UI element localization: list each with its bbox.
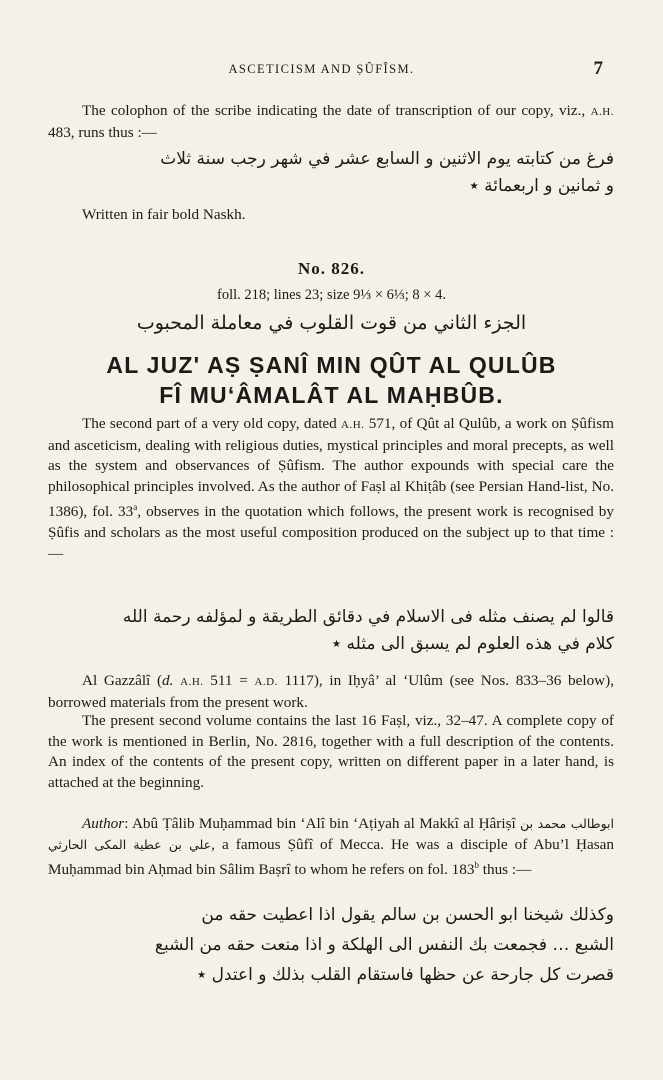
title-line: FÎ MU‘ÂMALÂT AL MAḤBÛB.: [159, 382, 504, 408]
folio-info: foll. 218; lines 23; size 9⅓ × 6⅓; 8 × 4.: [216, 287, 446, 303]
description-text: 571, of Qût al Qulûb, a work on Ṣûfism and asceticism, dealing with religious duties, mystical principles and moral precepts, as well as the system and observances of Ṣûfism. The author expounds with special care the philosophical principles involved. As the author of Faṣl al Khiṭâb (see Persian Hand-list, No. 1386), fol. 33: [48, 415, 614, 521]
ah-abbrev: A.H.: [590, 106, 614, 118]
paragraph-text: 511 =: [203, 672, 255, 689]
colophon-arabic: [48, 146, 614, 200]
author-text: , a famous Ṣûfî of Mecca. He was a disciple of Abu’l Ḥasan Muḥammad bin Aḥmad bin Sâlim Baṣrî to whom he refers on fol. 183: [48, 835, 614, 879]
died-abbrev: d.: [162, 672, 174, 689]
ah-abbrev: A.H.: [341, 419, 365, 431]
arabic-final-line: الشبع … فجمعت بك النفس الى الهلكة و اذا منعت حقه من الشبع: [154, 935, 614, 955]
running-title: ASCETICISM AND ṢÛFÎSM.: [228, 62, 415, 76]
colophon-arabic-line: فرغ من كتابته يوم الاثنين و السابع عشر في شهر رجب سنة ثلاث: [160, 149, 614, 169]
author-label: Author: [82, 815, 125, 832]
volume-paragraph: The present second volume contains the last 16 Faṣl, viz., 32–47. A complete copy of the work is mentioned in Berlin, No. 2816, together with a full description of the contents. An index of the contents of the present copy, written on different paper in a later hand, is attached at the beginning.: [48, 712, 614, 791]
arabic-quote-line: قالوا لم يصنف مثله فی الاسلام في دقائق الطريقة و لمؤلفه رحمة الله: [122, 607, 614, 627]
superscript: b: [474, 860, 479, 871]
paragraph-text: 1117), in Iḥyâ’ al ‘Ulûm (see Nos. 833–36 below), borrowed materials from the present work.: [48, 672, 614, 711]
description-text: The second part of a very old copy, dated: [82, 415, 342, 432]
ad-abbrev: A.D.: [254, 676, 278, 688]
title-line: AL JUZ' AṢ ṢANÎ MIN QÛT AL QULÛB: [106, 352, 557, 378]
running-head: [40, 58, 603, 84]
colophon-intro-text-end: 483, runs thus :—: [48, 123, 157, 141]
author-text: : Abû Ṭâlib Muḥammad bin ‘Alî bin ‘Aṭiyah al Makkî al Ḥâriṣî: [124, 815, 521, 832]
description-paragraph: [48, 414, 614, 564]
ah-abbrev: A.H.: [180, 676, 204, 688]
colophon-intro: [48, 101, 614, 143]
author-arabic-name: ابوطالب محمد بن علي بن عطية المكی الحارثي: [48, 816, 614, 852]
gazzali-paragraph: [48, 671, 614, 713]
colophon-arabic-line: و ثمانين و اربعمائة ٭: [469, 176, 614, 196]
arabic-final-line: قصرت كل جارحة عن حظها فاستقام القلب بذلك و اعتدل ٭: [196, 965, 614, 985]
arabic-title: الجزء الثاني من قوت القلوب في معاملة المحبوب: [136, 312, 527, 334]
description-text: , observes in the quotation which follows, the present work is recognised by Ṣûfis and scholars as the most useful composition produced on the subject up to that time :—: [48, 503, 614, 562]
script-note: Written in fair bold Naskh.: [82, 206, 246, 223]
arabic-final-line: وكذلك شيخنا ابو الحسن بن سالم يقول اذا اعطيت حقه من: [201, 905, 614, 925]
title-block: [40, 350, 623, 410]
colophon-intro-text: The colophon of the scribe indicating the date of transcription of our copy, viz.,: [82, 102, 591, 119]
paragraph-text: Al Gazzâlî (: [82, 672, 163, 689]
page-number: 7: [593, 58, 603, 79]
author-paragraph: [48, 814, 614, 881]
arabic-final-quote: [48, 900, 614, 990]
author-text: thus :—: [478, 861, 532, 879]
arabic-quote-line: كلام في هذه العلوم لم يسبق الى مثله ٭: [331, 634, 614, 654]
superscript: a: [133, 502, 138, 513]
manuscript-number: No. 826.: [297, 259, 366, 278]
arabic-quote: [48, 604, 614, 658]
